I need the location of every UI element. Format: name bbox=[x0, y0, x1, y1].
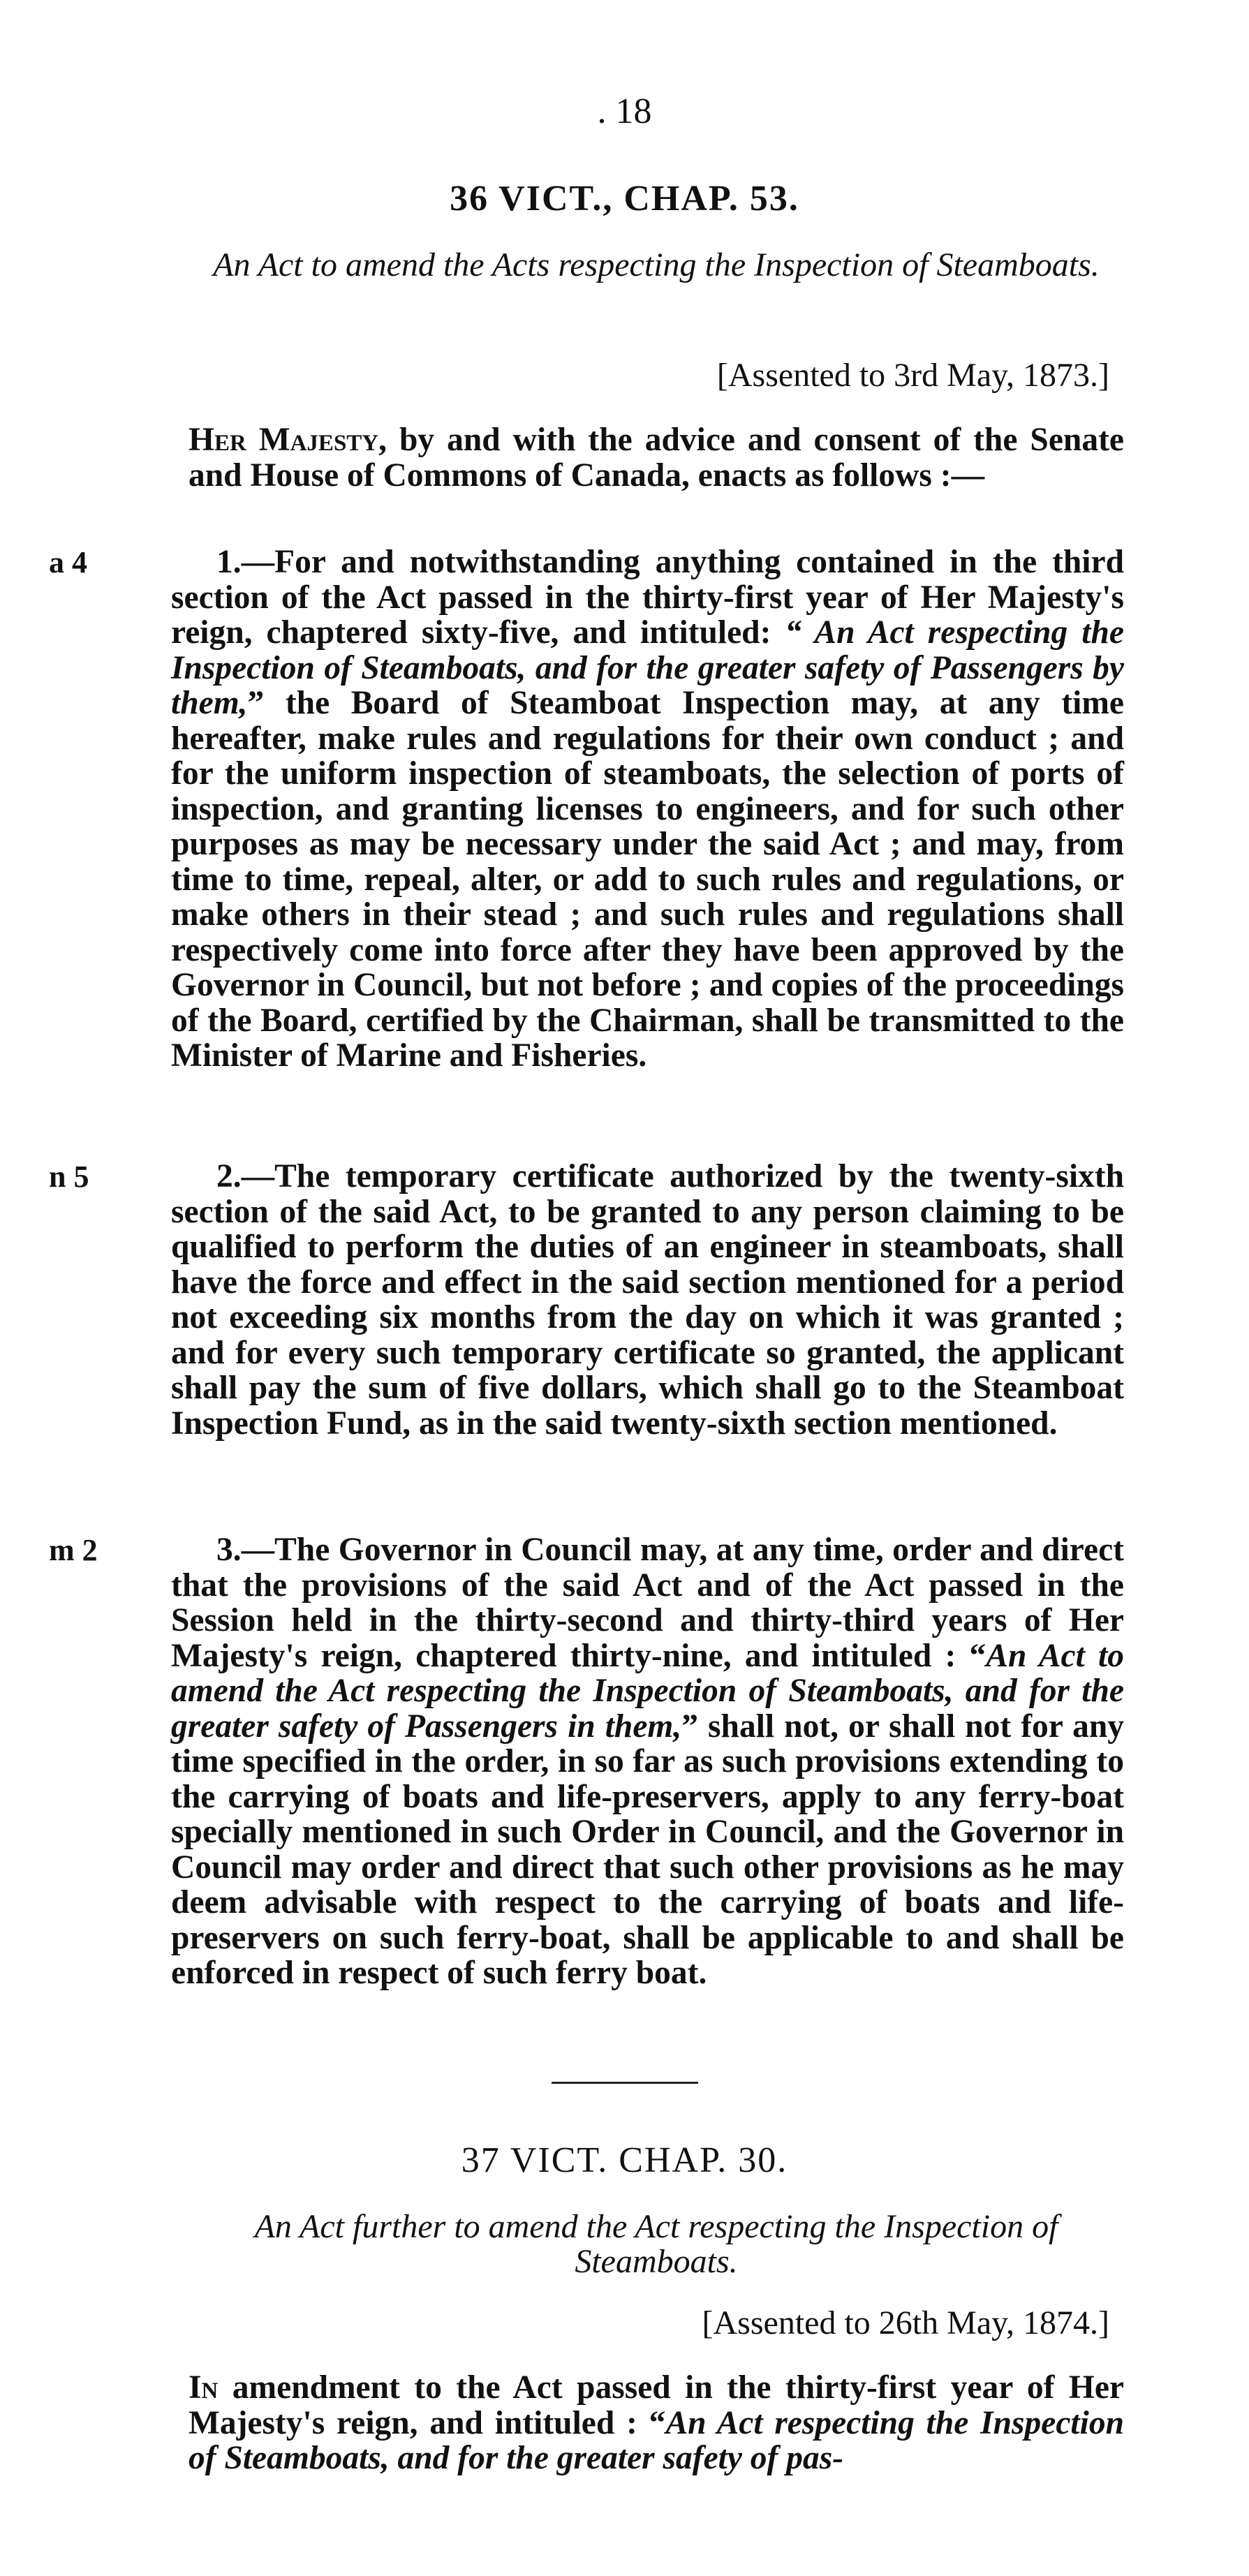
section-number-3: 3.— bbox=[216, 1532, 275, 1568]
preamble-lead-1: Her Majesty bbox=[189, 422, 379, 458]
section-1 bbox=[171, 545, 1124, 1074]
assent-date-2: [Assented to 26th May, 1874.] bbox=[702, 2304, 1109, 2341]
page-number: . 18 bbox=[597, 91, 652, 131]
margin-note-section-1: a 4 bbox=[49, 545, 87, 579]
preamble-text-2: amendment to the Act passed in the thirty-first year of Her Majesty's reign, and intituled : “ bbox=[189, 2369, 1124, 2441]
section-divider bbox=[552, 2082, 698, 2084]
section-text-1b: ” the Board of Steamboat Inspection may, at any time hereafter, make rules and regulations for their own conduct ; and for the uniform inspection of steamboats, the selection of ports of inspection, and granting licenses to engineers, and for such other purposes as may be necessary under the said Act ; and may, from time to time, repeal, alter, or add to such rules and regulations, or make others in their stead ; and such rules and regulations shall respectively come into force after they have been approved by the Governor in Council, but not before ; and copies of the proceedings of the Board, certified by the Chairman, shall be transmitted to the Minister of Marine and Fisheries. bbox=[171, 685, 1124, 1074]
section-number-1: 1.— bbox=[216, 544, 275, 580]
section-number-2: 2.— bbox=[216, 1158, 275, 1194]
chapter-heading-2: 37 VICT. CHAP. 30. bbox=[461, 2140, 788, 2180]
act-title-2: An Act further to amend the Act respecting the Inspection of Steamboats. bbox=[254, 2208, 1058, 2280]
preamble-citation-2: An Act respecting the Inspection of Steamboats, and for the greater safety of pas- bbox=[189, 2404, 1124, 2476]
section-3 bbox=[171, 1532, 1124, 1991]
section-text-3b: ” shall not, or shall not for any time specified in the order, in so far as such provisions extending to the carrying of boats and life-preservers, apply to any ferry-boat specially mentioned in such Order in Council, and the Governor in Council may order and direct that such other provisions as he may deem advisable with respect to the carrying of boats and life-preservers on such ferry-boat, shall be applicable to and shall be enforced in respect of such ferry boat. bbox=[171, 1708, 1124, 1991]
section-2 bbox=[171, 1159, 1124, 1441]
preamble-1 bbox=[189, 422, 1124, 493]
margin-note-section-2: n 5 bbox=[49, 1160, 89, 1194]
assent-date-1: [Assented to 3rd May, 1873.] bbox=[716, 357, 1109, 394]
act-title-1: An Act to amend the Acts respecting the Inspection of Steamboats. bbox=[213, 246, 1100, 283]
preamble-lead-2: In bbox=[189, 2369, 219, 2406]
section-citation-3: An Act to amend the Act respecting the Inspection of Steamboats, and for the greater safety of Passengers in them, bbox=[171, 1637, 1124, 1745]
preamble-text-1: , by and with the advice and consent of the Senate and House of Commons of Canada, enacts as follows :— bbox=[189, 422, 1124, 494]
section-text-2: The temporary certificate authorized by the twenty-sixth section of the said Act, to be granted to any person claiming to be qualified to perform the duties of an engineer in steamboats, shall have the force and effect in the said section mentioned for a period not exceeding six months from the day on which it was granted ; and for every such temporary certificate so granted, the applicant shall pay the sum of five dollars, which shall go to the Steamboat Inspection Fund, as in the said twenty-sixth section mentioned. bbox=[171, 1158, 1124, 1442]
margin-note-section-3: m 2 bbox=[49, 1533, 98, 1567]
chapter-heading-1: 36 VICT., CHAP. 53. bbox=[450, 179, 799, 219]
section-citation-1: “ An Act respecting the Inspection of Steamboats, and for the greater safety of Passengers by them, bbox=[171, 614, 1124, 721]
section-text-1a: For and notwithstanding anything contained in the third section of the Act passed in the thirty-first year of Her Majesty's reign, chaptered sixty-five, and intituled: bbox=[171, 544, 1124, 651]
preamble-2 bbox=[189, 2370, 1124, 2476]
section-text-3a: The Governor in Council may, at any time, order and direct that the provisions of the said Act and of the Act passed in the Session held in the thirty-second and thirty-third years of Her Majesty's reign, chaptered thirty-nine, and intituled : “ bbox=[171, 1532, 1124, 1674]
